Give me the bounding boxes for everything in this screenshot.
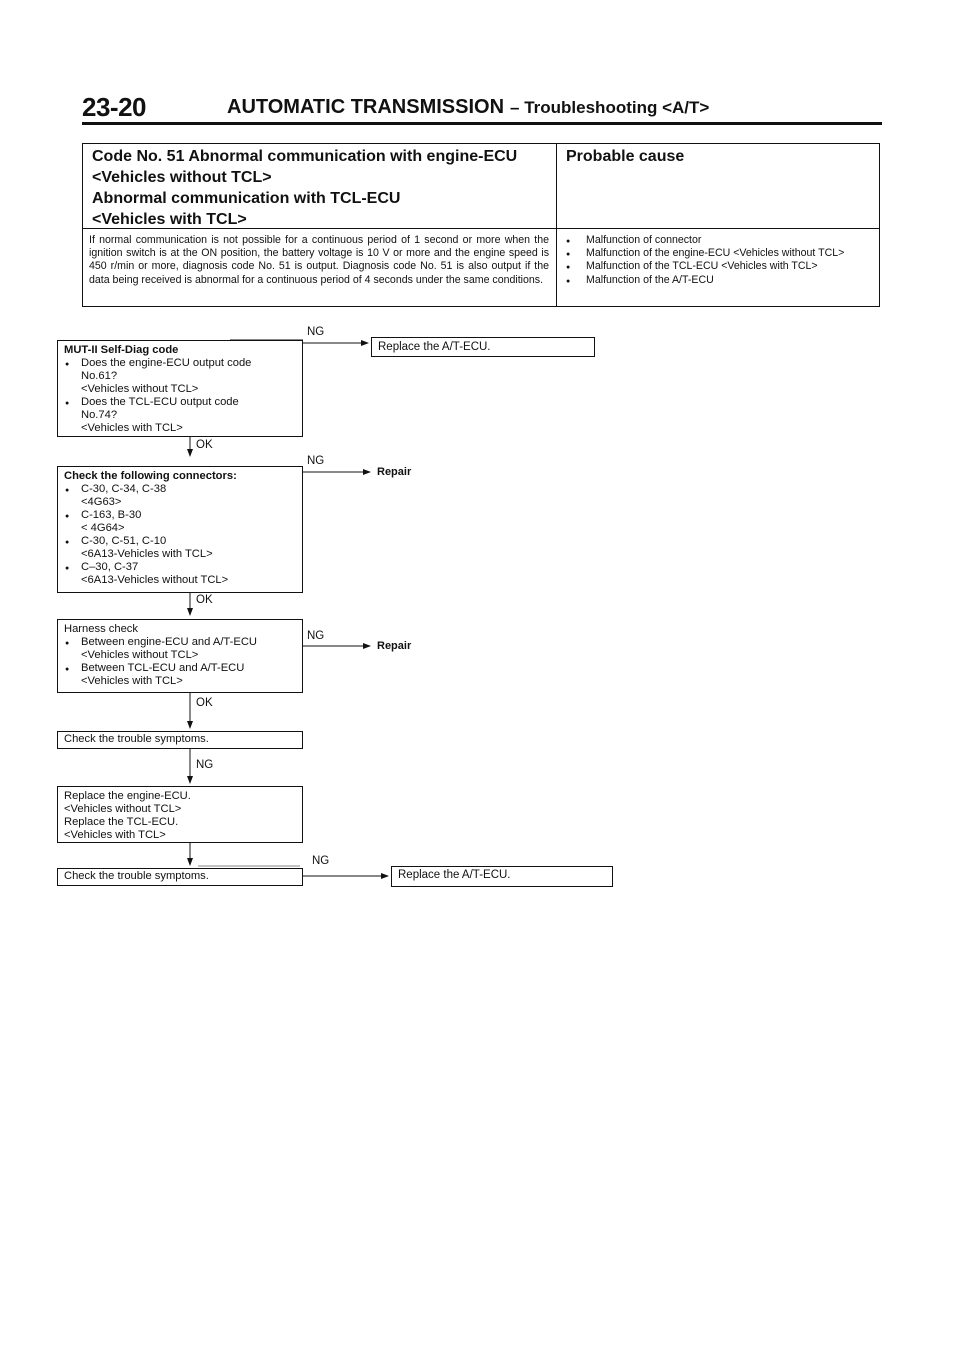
step-checklist <box>64 357 296 370</box>
step-item-text: Does the TCL-ECU output code <box>81 396 239 408</box>
step-item-sub: <Vehicles with TCL> <box>81 422 183 434</box>
step-item-sub: <Vehicles without TCL> <box>81 383 199 395</box>
code-title-line: Code No. 51 Abnormal communication with engine-ECU <box>92 148 518 165</box>
ok-label: OK <box>196 594 213 606</box>
step-item <box>64 662 296 675</box>
step-item <box>64 357 296 370</box>
step-title: Harness check <box>64 623 138 635</box>
ok-label: OK <box>196 439 213 451</box>
ng-label: NG <box>312 855 330 867</box>
step-item-text: Between TCL-ECU and A/T-ECU <box>81 662 245 674</box>
flowchart-step-check-symptoms-final: Check the trouble symptoms. <box>57 868 303 886</box>
ng-label: NG <box>196 759 214 771</box>
step-item-sub: No.61? <box>81 370 118 382</box>
cause-item: ● Malfunction of the A/T-ECU <box>563 274 881 287</box>
flowchart-step-harness-check <box>57 619 303 693</box>
step-item-text: C-30, C-51, C-10 <box>81 535 167 547</box>
step-checklist <box>64 535 296 548</box>
flowchart-step-check-symptoms: Check the trouble symptoms. <box>57 731 303 749</box>
step-item-text: C–30, C-37 <box>81 561 139 573</box>
ng-label: NG <box>307 326 325 338</box>
step-item <box>64 535 296 548</box>
result-repair: Repair <box>377 640 412 652</box>
cause-item: ● Malfunction of the engine-ECU <Vehicles without TCL> <box>563 247 881 260</box>
cause-item: ● Malfunction of the TCL-ECU <Vehicles with TCL> <box>563 260 881 273</box>
step-item <box>64 396 296 409</box>
result-replace-at-ecu-final: Replace the A/T-ECU. <box>391 866 613 887</box>
section-subtitle: – Troubleshooting <A/T> <box>510 98 710 117</box>
step-line: Replace the engine-ECU. <box>64 790 191 802</box>
ng-label: NG <box>307 630 325 642</box>
step-checklist <box>64 636 296 649</box>
code-title-line: <Vehicles with TCL> <box>92 211 247 228</box>
result-replace-at-ecu: Replace the A/T-ECU. <box>371 337 595 357</box>
step-line: <Vehicles without TCL> <box>64 803 182 815</box>
flowchart-step-self-diag <box>57 340 303 437</box>
step-item <box>64 561 296 574</box>
step-item <box>64 509 296 522</box>
section-title: AUTOMATIC TRANSMISSION <box>227 96 505 118</box>
probable-cause-heading: Probable cause <box>566 148 685 165</box>
step-item-text: Does the engine-ECU output code <box>81 357 252 369</box>
code-description: If normal communication is not possible for a continuous period of 1 second or more when the ignition switch is at the ON position, the battery voltage is 10 V or more and the engine speed is 450 r/min or more, diagnosis code No. 51 is output. Diagnosis code No. 51 is also output if the data being received is abnormal for a continuous period of 4 seconds under the same conditions. <box>89 234 549 286</box>
result-repair: Repair <box>377 466 412 478</box>
step-item-sub: <Vehicles without TCL> <box>81 649 199 661</box>
step-item-sub: <6A13-Vehicles with TCL> <box>81 548 213 560</box>
step-checklist <box>64 509 296 522</box>
step-item-sub: <6A13-Vehicles without TCL> <box>81 574 229 586</box>
step-item-text: C-30, C-34, C-38 <box>81 483 167 495</box>
step-item-sub: < 4G64> <box>81 522 125 534</box>
flowchart-step-connectors <box>57 466 303 593</box>
step-checklist <box>64 561 296 574</box>
code-title-line: <Vehicles without TCL> <box>92 169 272 186</box>
step-item-sub: No.74? <box>81 409 118 421</box>
step-item <box>64 483 296 496</box>
step-checklist <box>64 483 296 496</box>
flowchart-step-replace-ecu <box>57 786 303 843</box>
step-item-sub: <Vehicles with TCL> <box>81 675 183 687</box>
step-checklist <box>64 396 296 409</box>
step-item-sub: <4G63> <box>81 496 122 508</box>
step-line: Replace the TCL-ECU. <box>64 816 179 828</box>
ng-label: NG <box>307 455 325 467</box>
step-item-text: Between engine-ECU and A/T-ECU <box>81 636 257 648</box>
cause-item: ● Malfunction of connector <box>563 234 881 247</box>
code-title-line: Abnormal communication with TCL-ECU <box>92 190 401 207</box>
step-item <box>64 636 296 649</box>
ok-label: OK <box>196 697 213 709</box>
step-item-text: C-163, B-30 <box>81 509 142 521</box>
step-line: <Vehicles with TCL> <box>64 829 166 841</box>
step-title: Check the following connectors: <box>64 470 237 482</box>
step-title: MUT-II Self-Diag code <box>64 344 179 356</box>
page-number: 23-20 <box>82 92 146 122</box>
step-checklist <box>64 662 296 675</box>
